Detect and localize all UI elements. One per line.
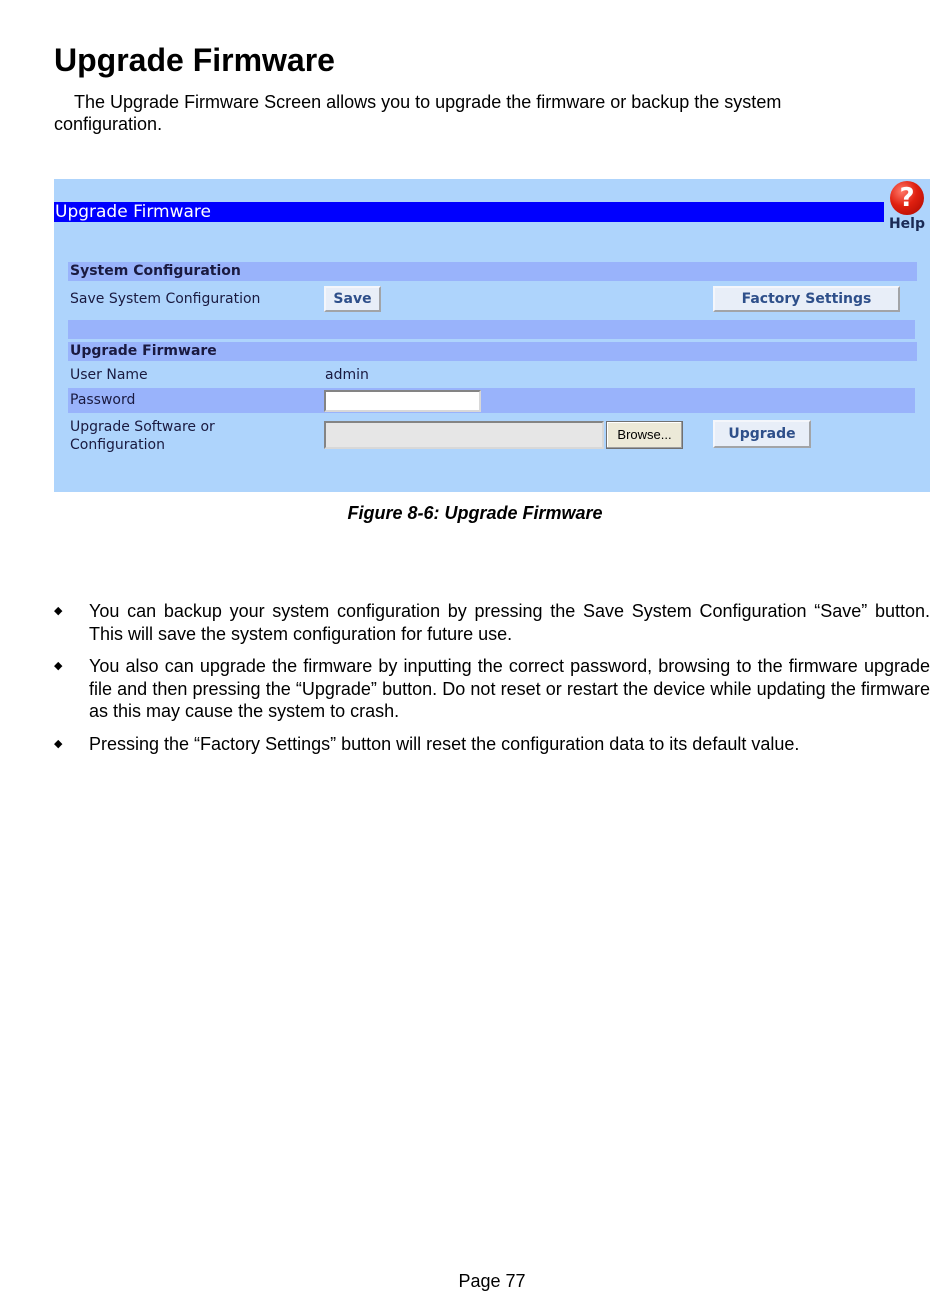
page-title: Upgrade Firmware bbox=[54, 42, 335, 78]
help-label: Help bbox=[888, 216, 926, 232]
upgrade-firmware-screenshot bbox=[54, 179, 930, 492]
save-config-label: Save System Configuration bbox=[70, 291, 261, 307]
password-label: Password bbox=[70, 392, 136, 408]
help-button[interactable] bbox=[888, 181, 926, 232]
system-config-header bbox=[68, 262, 917, 281]
upgrade-section-title: Upgrade Firmware bbox=[70, 343, 217, 359]
figure-caption: Figure 8-6: Upgrade Firmware bbox=[347, 503, 603, 523]
list-item bbox=[54, 600, 930, 645]
bullet-text: You also can upgrade the firmware by inputting the correct password, browsing to the firmware upgrade file and then pressing the “Upgrade” button. Do not reset or restart the device while updating the firmware as this may cause the system to crash. bbox=[89, 656, 930, 721]
browse-button[interactable]: Browse... bbox=[606, 421, 683, 449]
upgrade-file-label-line1: Upgrade Software or bbox=[70, 419, 215, 435]
username-value: admin bbox=[325, 367, 369, 383]
bullet-text: You can backup your system configuration by pressing the Save System Configuration “Save” button. This will save the system configuration for future use. bbox=[89, 601, 930, 644]
username-label: User Name bbox=[70, 367, 148, 383]
factory-settings-button[interactable]: Factory Settings bbox=[713, 286, 900, 312]
help-icon: ? bbox=[890, 181, 924, 215]
screen-title-bar: Upgrade Firmware bbox=[54, 202, 884, 222]
upgrade-file-label bbox=[70, 418, 215, 454]
bullet-text: Pressing the “Factory Settings” button will reset the configuration data to its default value. bbox=[89, 733, 800, 754]
bullet-icon: ◆ bbox=[54, 605, 63, 617]
section-spacer-band bbox=[68, 320, 915, 339]
save-button[interactable]: Save bbox=[324, 286, 381, 312]
page-number: Page 77 bbox=[458, 1271, 526, 1291]
intro-paragraph: The Upgrade Firmware Screen allows you to upgrade the firmware or backup the system configuration. bbox=[54, 92, 782, 134]
list-item bbox=[54, 733, 930, 756]
upgrade-file-label-line2: Configuration bbox=[70, 437, 165, 453]
file-path-input[interactable] bbox=[324, 421, 604, 449]
username-row bbox=[68, 364, 915, 386]
upgrade-section-header bbox=[68, 342, 917, 361]
password-row bbox=[68, 388, 915, 413]
bullet-icon: ◆ bbox=[54, 737, 63, 750]
list-item bbox=[54, 655, 930, 723]
bullet-list bbox=[54, 600, 930, 765]
upgrade-button[interactable]: Upgrade bbox=[713, 420, 811, 448]
bullet-icon: ◆ bbox=[54, 660, 63, 672]
password-input[interactable] bbox=[324, 390, 481, 412]
system-config-title: System Configuration bbox=[70, 263, 241, 279]
